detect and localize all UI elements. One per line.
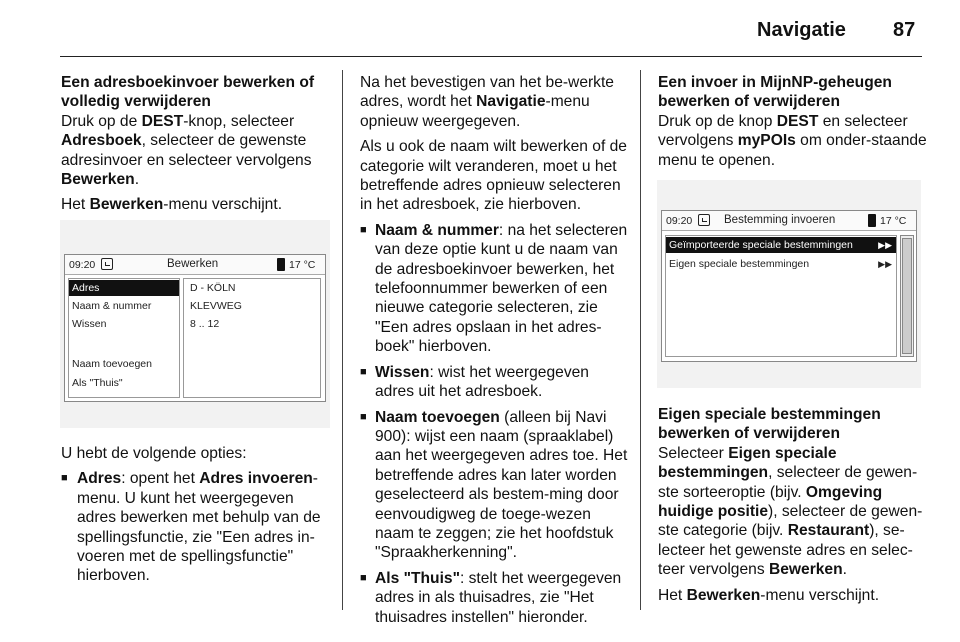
menu-item-eigen[interactable]: Eigen speciale bestemmingen ▶▶ [669, 258, 892, 270]
paragraph: Na het bevestigen van het be-werkte adres, wordt het Navigatie-menu opnieuw weergegeven. [360, 74, 614, 130]
section-heading: Een adresboekinvoer bewerken of volledig verwijderen [61, 74, 315, 111]
list-item: ■ Als "Thuis": stelt het weergegeven adres in als thuisadres, zie "Het thuisadres instellen" hieronder. [360, 569, 628, 627]
menu-item-naam-nummer[interactable]: Naam & nummer [72, 300, 152, 312]
page-section-title: Navigatie [757, 19, 846, 41]
phone-icon [868, 214, 876, 227]
screen-display [661, 210, 917, 362]
menu-item-naam-toevoegen[interactable]: Naam toevoegen [72, 358, 152, 370]
menu-item-geimporteerde[interactable]: Geïmporteerde speciale bestemmingen ▶▶ [666, 237, 896, 253]
temperature: 17 °C [880, 215, 907, 227]
list-item: ■ Adres: opent het Adres invoeren-menu. U kunt het weergegeven adres bewerken met behulp van de spellingsfunctie, zie "Een adres in-voeren met de spellingsfunctie" hierboven. [61, 469, 331, 585]
paragraph: Het Bewerken-menu verschijnt. [61, 196, 283, 214]
screen-figure-bewerken [60, 220, 330, 428]
status-bar [65, 255, 325, 275]
paragraph: Selecteer Eigen speciale bestemmingen, selecteer de gewen-ste sorteeroptie (bijv. Omgeving huidige positie), selecteer de gewen-ste categorie (bijv. Restaurant), se-lecteer het gewenste adres en selec-teer vervolgens Bewerken. [658, 444, 923, 579]
menu-panel [68, 278, 180, 398]
header-divider [60, 56, 922, 57]
paragraph: Druk op de DEST-knop, selecteer Adresboek, selecteer de gewenste adresinvoer en selecteer vervolgens Bewerken. [61, 112, 312, 189]
phone-icon [277, 258, 285, 271]
section-heading: Een invoer in MijnNP-geheugen bewerken of verwijderen [658, 74, 892, 111]
list-item: ■ Naam toevoegen (alleen bij Navi 900): wijst een naam (spraaklabel) aan het weergegeven adres toe. Het betreffende adres kan later worden geselecteerd als bestem-ming door eenvoudigweg de toege-wezen naam te zeggen; zie het hoofdstuk "Spraakherkenning". [360, 408, 628, 563]
paragraph: Het Bewerken-menu verschijnt. [658, 586, 880, 604]
scrollbar[interactable] [900, 235, 914, 357]
address-city: D - KÖLN [190, 282, 236, 294]
column-1 [61, 73, 331, 221]
column-divider-2 [640, 70, 641, 610]
paragraph: U hebt de volgende opties: [61, 445, 247, 462]
list-item: ■ Wissen: wist het weergegeven adres uit het adresboek. [360, 363, 628, 402]
double-chevron-right-icon: ▶▶ [878, 259, 892, 269]
paragraph: Als u ook de naam wilt bewerken of de categorie wilt veranderen, moet u het betreffende adres opnieuw selecteren in het adresboek, zie hierboven. [360, 138, 627, 214]
page-number: 87 [893, 19, 916, 41]
clock-time: 09:20 [666, 215, 693, 227]
screen-title: Bewerken [167, 258, 219, 270]
options-list [360, 221, 628, 627]
menu-panel [665, 235, 897, 357]
address-panel [183, 278, 321, 398]
list-item: ■ Naam & nummer: na het selecteren van deze optie kunt u de naam van de adresboekinvoer bewerken, het telefoonnummer bewerken of een nieuwe categorie selecteren, zie "Een adres opslaan in het adres-boek" hierboven. [360, 221, 628, 357]
column-3 [658, 73, 928, 176]
column-1-lower [61, 444, 331, 592]
menu-item-als-thuis[interactable]: Als "Thuis" [72, 377, 123, 389]
options-list [61, 469, 331, 585]
menu-item-adres[interactable]: Adres [69, 280, 179, 296]
address-number: 8 .. 12 [190, 318, 220, 330]
screen-display [64, 254, 326, 402]
clock-icon [698, 214, 710, 226]
clock-icon [101, 258, 113, 270]
column-2 [360, 73, 628, 633]
scrollbar-thumb[interactable] [902, 238, 912, 354]
double-chevron-right-icon: ▶▶ [878, 240, 892, 250]
menu-item-wissen[interactable]: Wissen [72, 318, 107, 330]
screen-title: Bestemming invoeren [724, 214, 836, 226]
clock-time: 09:20 [69, 259, 96, 271]
temperature: 17 °C [289, 259, 316, 271]
column-divider-1 [342, 70, 343, 610]
paragraph: Druk op de knop DEST en selecteer vervolgens myPOIs om onder-staande menu te openen. [658, 112, 927, 169]
status-bar [662, 211, 916, 231]
address-street: KLEVWEG [190, 300, 242, 312]
screen-figure-bestemming [657, 180, 921, 388]
column-3-lower [658, 405, 928, 611]
section-heading: Eigen speciale bestemmingen bewerken of verwijderen [658, 406, 881, 443]
